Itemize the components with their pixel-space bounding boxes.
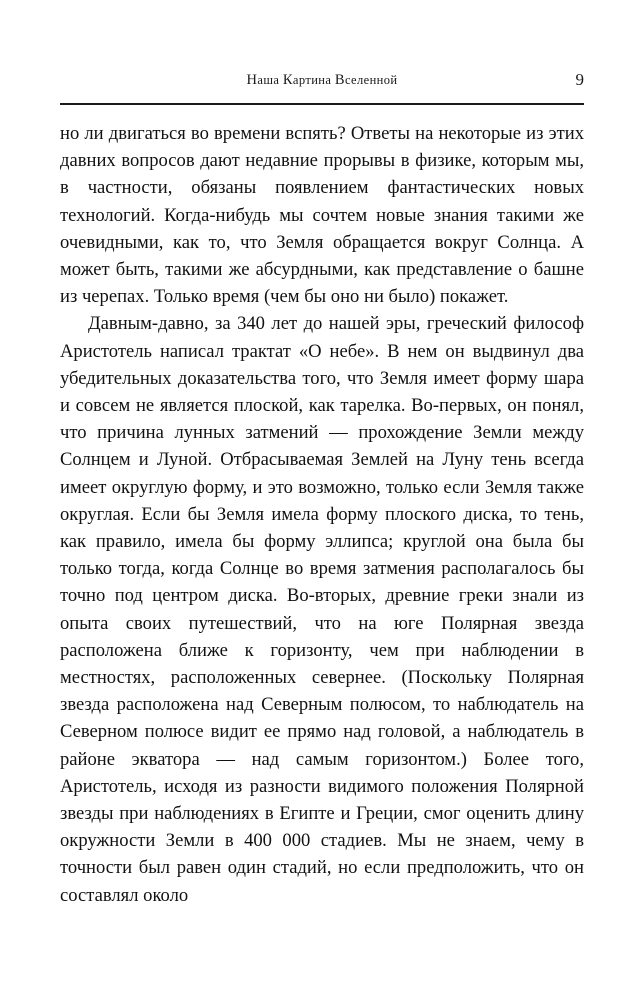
header-rule	[60, 103, 584, 105]
page-number: 9	[575, 70, 584, 89]
page-header	[60, 72, 584, 96]
paragraph: Давным-давно, за 340 лет до нашей эры, греческий философ Аристотель написал трактат «О небе». В нем он выдвинул два убедительных доказательства того, что Земля имеет форму шара и совсем не является плоской, как тарелка. Во-первых, он понял, что причина лунных затмений — прохождение Земли между Солнцем и Луной. Отбрасываемая Землей на Луну тень всегда имеет округлую форму, и это возможно, только если Земля также округлая. Если бы Земля имела форму плоского диска, то тень, как правило, имела бы форму эллипса; круглой она была бы только тогда, когда Солнце во время затмения располагалось бы точно под центром диска. Во-вторых, древние греки знали из опыта своих путешествий, что на юге Полярная звезда расположена ближе к горизонту, чем при наблюдении в местностях, расположенных севернее. (Поскольку Полярная звезда расположена над Северным полюсом, то наблюдатель на Северном полюсе видит ее прямо над головой, а наблюдатель в районе экватора — над самым горизонтом.) Более того, Аристотель, исходя из разности видимого положения Полярной звезды при наблюдениях в Египте и Греции, смог оценить длину окружности Земли в 400 000 стадиев. Мы не знаем, чему в точности был равен один стадий, но если предположить, что он составлял около	[60, 313, 584, 906]
paragraph-continued: но ли двигаться во времени вспять? Ответы на некоторые из этих давних вопросов дают недавние прорывы в физике, которым мы, в частности, обязаны появлением фантастических новых технологий. Когда-нибудь мы сочтем новые знания такими же очевидными, как то, что Земля обращается вокруг Солнца. А может быть, такими же абсурдными, как представление о башне из черепах. Только время (чем бы оно ни было) покажет.	[60, 123, 584, 308]
running-title: Наша Картина Вселенной	[246, 72, 398, 88]
page-body	[60, 120, 584, 909]
